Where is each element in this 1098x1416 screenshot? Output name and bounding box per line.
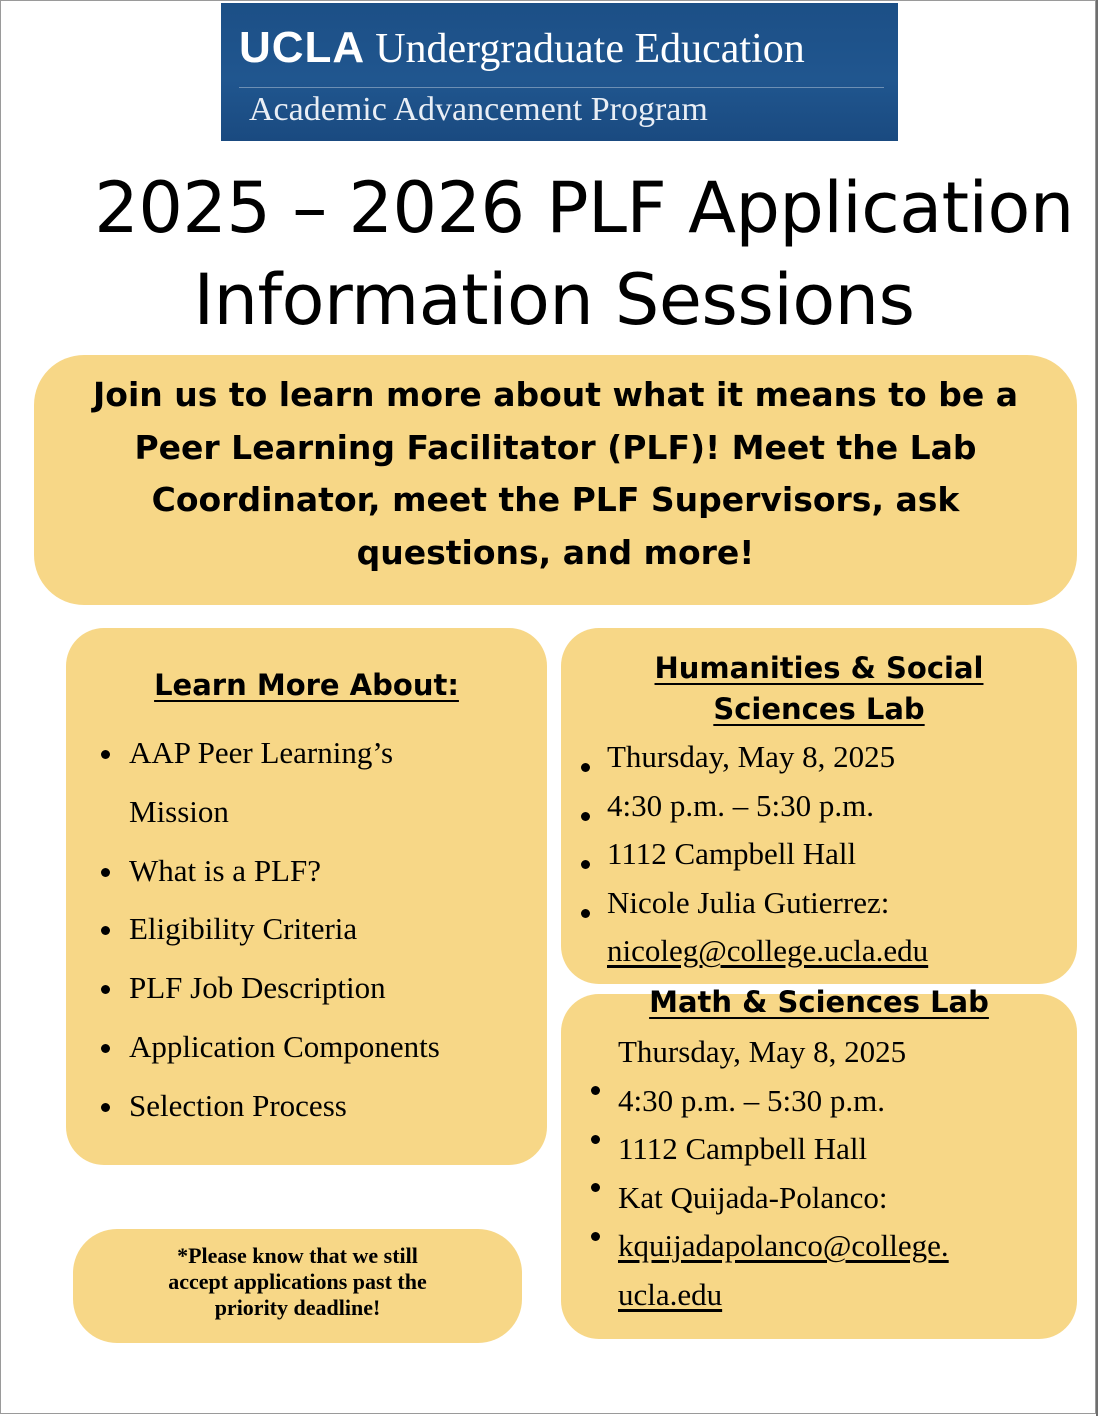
- bullet-icon: [581, 763, 590, 772]
- humanities-location-text: 1112 Campbell Hall: [607, 836, 857, 871]
- deadline-note: [73, 1229, 522, 1343]
- list-item: AAP Peer Learning’s Mission: [129, 724, 429, 842]
- learn-more-list: [129, 724, 440, 1136]
- list-item: What is a PLF?: [129, 842, 440, 901]
- list-item: Application Components: [129, 1018, 440, 1077]
- intro-line-4: questions, and more!: [356, 532, 755, 572]
- logo-program-name: Academic Advancement Program: [249, 91, 708, 128]
- math-contact-email-link-line-1[interactable]: kquijadapolanco@college.: [618, 1228, 949, 1263]
- humanities-location: [607, 830, 928, 879]
- math-lab-heading: Math & Sciences Lab: [649, 985, 989, 1019]
- bullet-icon: [591, 1086, 600, 1095]
- humanities-lab-panel: [561, 628, 1077, 984]
- math-time: [618, 1077, 949, 1126]
- learn-more-panel: [66, 628, 547, 1165]
- list-item: Selection Process: [129, 1077, 440, 1136]
- humanities-date-text: Thursday, May 8, 2025: [607, 739, 896, 774]
- math-date: [618, 1028, 949, 1077]
- intro-line-3: Coordinator, meet the PLF Supervisors, ask: [151, 480, 960, 519]
- logo-top-line: [239, 23, 805, 73]
- bullet-icon: [581, 909, 590, 918]
- humanities-contact: [607, 879, 928, 976]
- note-line-2: accept applications past the: [168, 1269, 427, 1294]
- bullet-icon: [581, 860, 590, 869]
- math-date-text: Thursday, May 8, 2025: [618, 1034, 907, 1069]
- intro-line-2: Peer Learning Facilitator (PLF)! Meet the Lab: [134, 427, 977, 467]
- math-contact: [618, 1174, 949, 1320]
- ucla-logo-banner: [221, 3, 898, 141]
- humanities-lab-details: [607, 733, 928, 976]
- math-lab-details: [618, 1028, 949, 1319]
- bullet-icon: [591, 1183, 600, 1192]
- bullet-icon: [581, 812, 590, 821]
- humanities-lab-heading: [561, 648, 1077, 730]
- title-line-2: Information Sessions: [193, 259, 915, 341]
- list-item: Eligibility Criteria: [129, 900, 440, 959]
- intro-line-1: Join us to learn more about what it means to be a: [93, 375, 1018, 414]
- learn-more-heading: Learn More About:: [154, 668, 459, 702]
- logo-divider: [239, 87, 884, 88]
- humanities-contact-email-link[interactable]: nicoleg@college.ucla.edu: [607, 933, 929, 968]
- title-line-1: 2025 – 2026 PLF Application: [94, 167, 1074, 249]
- humanities-time: [607, 782, 928, 831]
- list-item: PLF Job Description: [129, 959, 440, 1018]
- bullet-icon: [591, 1232, 600, 1241]
- humanities-date: [607, 733, 928, 782]
- math-contact-name: Kat Quijada-Polanco:: [618, 1179, 888, 1215]
- note-line-3: priority deadline!: [214, 1295, 381, 1320]
- humanities-time-text: 4:30 p.m. – 5:30 p.m.: [607, 787, 874, 823]
- math-location-text: 1112 Campbell Hall: [618, 1131, 868, 1166]
- math-location: [618, 1125, 949, 1174]
- note-line-1: *Please know that we still: [177, 1243, 418, 1268]
- math-lab-panel: [561, 985, 1077, 1339]
- humanities-heading-line-1: Humanities & Social: [654, 651, 984, 685]
- math-contact-email-link-line-2[interactable]: ucla.edu: [618, 1276, 723, 1312]
- humanities-heading-line-2: Sciences Lab: [713, 692, 925, 726]
- bullet-icon: [591, 1135, 600, 1144]
- logo-unit-name: Undergraduate Education: [375, 26, 805, 72]
- math-time-text: 4:30 p.m. – 5:30 p.m.: [618, 1082, 885, 1118]
- intro-callout: [34, 355, 1077, 605]
- page-title: [0, 162, 1098, 346]
- humanities-contact-name: Nicole Julia Gutierrez:: [607, 884, 890, 920]
- logo-ucla-wordmark: UCLA: [239, 23, 366, 72]
